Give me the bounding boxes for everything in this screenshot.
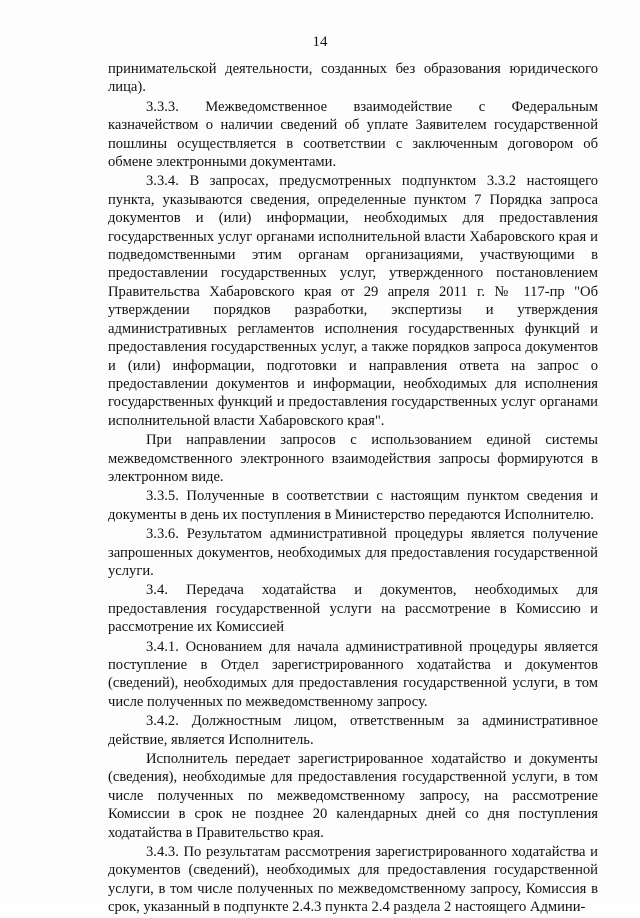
paragraph-3-3-5: 3.3.5. Полученные в соответствии с настоящим пунктом сведения и документы в день их поступления в Министерство передаются Исполнителю.: [108, 488, 598, 523]
document-body: [108, 60, 598, 918]
paragraph-3-4-2: 3.4.2. Должностным лицом, ответственным за административное действие, является Исполнитель.: [108, 713, 598, 748]
paragraph-3-4-3: 3.4.3. По результатам рассмотрения зарегистрированного ходатайства и документов (сведений), необходимых для предоставления государственной услуги, в том числе полученных по межведомственному запросу, Комиссия в срок, указанный в подпункте 2.4.3 пункта 2.4 раздела 2 настоящего Админи-: [108, 844, 598, 916]
paragraph-3-3-4: 3.3.4. В запросах, предусмотренных подпунктом 3.3.2 настоящего пункта, указываются сведения, определенные пунктом 7 Порядка запроса документов и (или) информации, необходимых для предоставления государственных услуг органами исполнительной власти Хабаровского края и подведомственными этим органам организациями, участвующими в предоставлении государственных услуг, утвержденного постановлением Правительства Хабаровского края от 29 апреля 2011 г. № 117-пр "Об утверждении порядков разработки, экспертизы и утверждения административных регламентов исполнения государственных функций и предоставления государственных услуг, а также порядков запроса документов и (или) информации, подготовки и направления ответа на запрос о предоставлении документов и информации, необходимых для исполнения государственных функций и предоставления государственных услуг органами исполнительной власти Хабаровского края".: [108, 173, 598, 429]
paragraph-3-4-1: 3.4.1. Основанием для начала административной процедуры является поступление в Отдел зарегистрированного ходатайства и документов (сведений), необходимых для предоставления государственной услуги, в том числе полученных по межведомственному запросу.: [108, 638, 598, 710]
section-heading-3-4: 3.4. Передача ходатайства и документов, необходимых для предоставления государственной услуги на рассмотрение в Комиссию и рассмотрение их Комиссией: [108, 582, 598, 636]
paragraph-executor-transfers: Исполнитель передает зарегистрированное ходатайство и документы (сведения), необходимые для предоставления государственной услуги, в том числе полученных по межведомственному запросу, на рассмотрение Комиссии в срок не позднее 20 календарных дней со дня поступления ходатайства в Правительство края.: [108, 751, 598, 841]
page-number: 14: [312, 34, 328, 50]
paragraph-electronic-requests: При направлении запросов с использованием единой системы межведомственного электронного взаимодействия запросы формируются в электронном виде.: [108, 432, 598, 485]
paragraph-3-3-6: 3.3.6. Результатом административной процедуры является получение запрошенных документов, необходимых для предоставления государственной услуги.: [108, 526, 598, 579]
paragraph-continuation: принимательской деятельности, созданных без образования юридического лица).: [108, 61, 598, 96]
paragraph-3-3-3: 3.3.3. Межведомственное взаимодействие с Федеральным казначейством о наличии сведений об уплате Заявителем государственной пошлины осуществляется в соответствии с заключенным договором об обмене электронными документами.: [108, 98, 598, 171]
